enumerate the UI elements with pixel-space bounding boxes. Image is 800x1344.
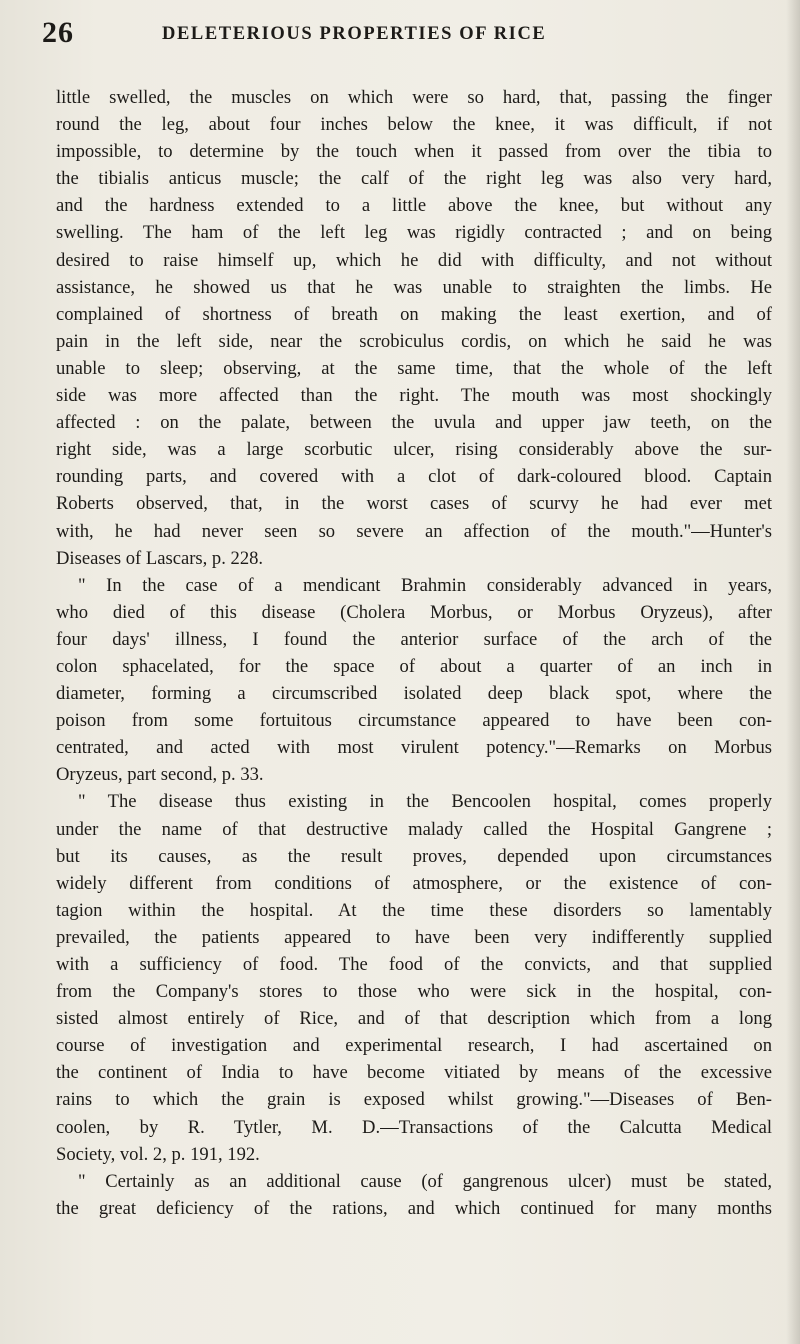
text-line: rains to which the grain is exposed whilst growing."—Diseases of Ben- bbox=[56, 1089, 772, 1111]
body-text bbox=[56, 84, 772, 1222]
text-line: round the leg, about four inches below the knee, it was difficult, if not bbox=[56, 114, 772, 136]
text-line: with a sufficiency of food. The food of the convicts, and that supplied bbox=[56, 954, 772, 975]
text-line: desired to raise himself up, which he did with difficulty, and not without bbox=[56, 249, 772, 271]
text-line: four days' illness, I found the anterior surface of the arch of the bbox=[56, 628, 772, 650]
text-line: course of investigation and experimental research, I had ascertained on bbox=[56, 1035, 772, 1057]
page-edge-shadow bbox=[786, 0, 800, 1344]
text-line: poison from some fortuitous circumstance appeared to have been con- bbox=[56, 710, 772, 732]
text-line: under the name of that destructive malady called the Hospital Gangrene ; bbox=[56, 818, 772, 840]
text-line: the continent of India to have become vitiated by means of the excessive bbox=[56, 1062, 772, 1084]
text-line: widely different from conditions of atmosphere, or the existence of con- bbox=[56, 872, 772, 894]
text-line: impossible, to determine by the touch when it passed from over the tibia to bbox=[56, 141, 772, 163]
text-line: Roberts observed, that, in the worst cases of scurvy he had ever met bbox=[56, 493, 772, 515]
running-head: DELETERIOUS PROPERTIES OF RICE bbox=[162, 24, 547, 44]
text-line: the tibialis anticus muscle; the calf of the right leg was also very hard, bbox=[56, 168, 772, 190]
text-line: Oryzeus, part second, p. 33. bbox=[56, 764, 264, 786]
text-line: " In the case of a mendicant Brahmin considerably advanced in years, bbox=[78, 574, 772, 596]
text-line: but its causes, as the result proves, depended upon circumstances bbox=[56, 845, 772, 867]
text-line: sisted almost entirely of Rice, and of that description which from a long bbox=[56, 1008, 772, 1030]
text-line: centrated, and acted with most virulent potency."—Remarks on Morbus bbox=[56, 737, 772, 759]
text-line: complained of shortness of breath on making the least exertion, and of bbox=[56, 303, 772, 325]
text-line: affected : on the palate, between the uvula and upper jaw teeth, on the bbox=[56, 412, 772, 434]
text-line: assistance, he showed us that he was unable to straighten the limbs. He bbox=[56, 276, 772, 298]
page-number: 26 bbox=[42, 16, 74, 49]
text-line: swelling. The ham of the left leg was rigidly contracted ; and on being bbox=[56, 222, 772, 244]
text-line: Society, vol. 2, p. 191, 192. bbox=[56, 1143, 260, 1165]
text-line: and the hardness extended to a little above the knee, but without any bbox=[56, 195, 772, 217]
text-line: from the Company's stores to those who were sick in the hospital, con- bbox=[56, 981, 772, 1003]
text-line: little swelled, the muscles on which were so hard, that, passing the finger bbox=[56, 87, 772, 108]
text-line: right side, was a large scorbutic ulcer, rising considerably above the sur- bbox=[56, 439, 772, 461]
text-line: tagion within the hospital. At the time these disorders so lamentably bbox=[56, 899, 772, 921]
page-header bbox=[42, 16, 762, 56]
text-line: with, he had never seen so severe an affection of the mouth."—Hunter's bbox=[56, 520, 772, 542]
text-line: the great deficiency of the rations, and which continued for many months bbox=[56, 1197, 772, 1219]
text-line: rounding parts, and covered with a clot of dark-coloured blood. Captain bbox=[56, 466, 772, 488]
text-line: who died of this disease (Cholera Morbus, or Morbus Oryzeus), after bbox=[56, 601, 772, 623]
text-line: " Certainly as an additional cause (of gangrenous ulcer) must be stated, bbox=[78, 1170, 772, 1192]
text-line: coolen, by R. Tytler, M. D.—Transactions of the Calcutta Medical bbox=[56, 1116, 772, 1138]
text-line: diameter, forming a circumscribed isolated deep black spot, where the bbox=[56, 683, 772, 705]
text-line: colon sphacelated, for the space of about a quarter of an inch in bbox=[56, 655, 772, 677]
text-line: unable to sleep; observing, at the same time, that the whole of the left bbox=[56, 357, 772, 379]
text-line: prevailed, the patients appeared to have been very indifferently supplied bbox=[56, 926, 772, 948]
text-line: " The disease thus existing in the Bencoolen hospital, comes properly bbox=[78, 791, 772, 813]
text-line: side was more affected than the right. The mouth was most shockingly bbox=[56, 385, 772, 407]
text-line: pain in the left side, near the scrobiculus cordis, on which he said he was bbox=[56, 330, 772, 352]
text-line: Diseases of Lascars, p. 228. bbox=[56, 547, 264, 569]
